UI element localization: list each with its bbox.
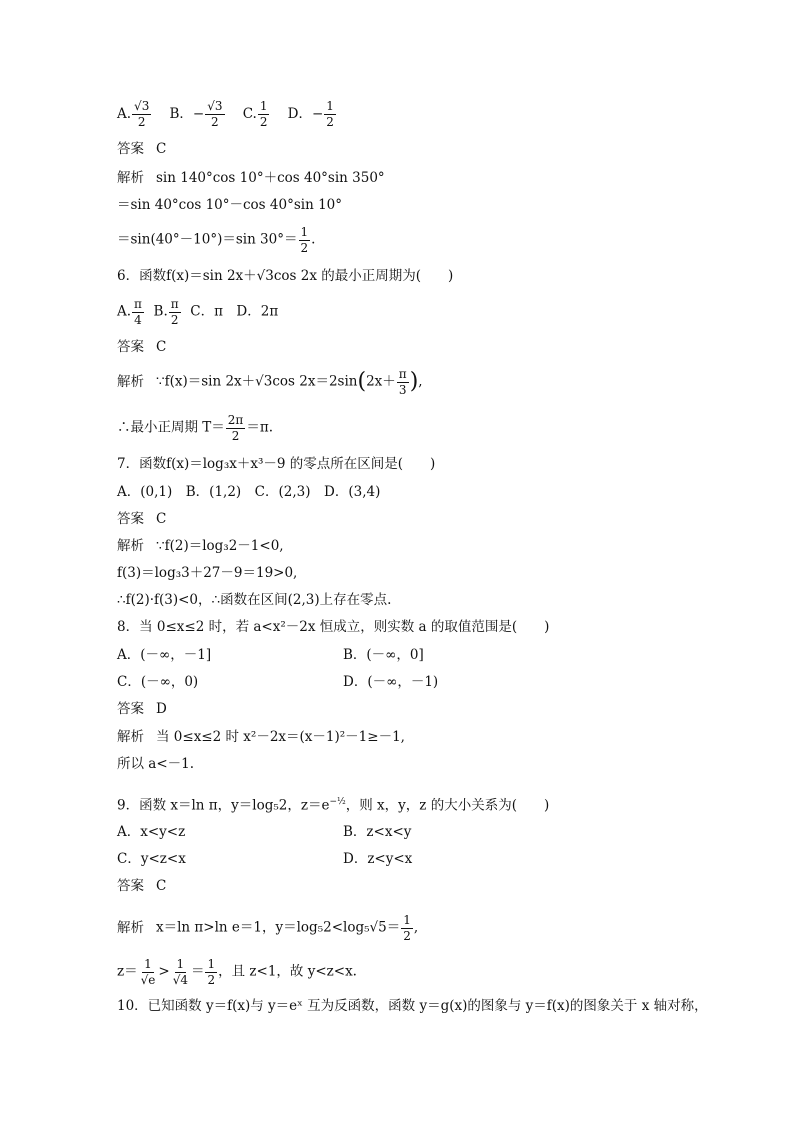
q7-options: A．(0,1) B．(1,2) C．(2,3) D．(3,4) [117, 484, 381, 500]
q5-option-d: D．− $\frac{1}{2}$ [287, 99, 334, 129]
q6-analysis-line1: 解析 ∵f(x)＝sin 2x＋√3cos 2x＝2sin(2x＋ $\frac{\pi}{3}$ ), [117, 367, 423, 397]
q8-analysis-line2: 所以 a<－1. [117, 756, 195, 772]
q8-stem: 8．当 0≤x≤2 时，若 a<x²－2x 恒成立，则实数 a 的取值范围是( ) [117, 619, 550, 635]
q5-option-b: B．− $\frac{√3}{2}$ [169, 99, 223, 129]
q6-options: A. $\frac{\pi}{4}$ B. $\frac{\pi}{2}$ C．π D．2π [117, 297, 279, 327]
q5-answer: 答案 C [117, 141, 167, 157]
q9-option-a: A．x<y<z [117, 824, 186, 840]
q9-answer: 答案 C [117, 878, 167, 894]
q6-stem: 6．函数f(x)＝sin 2x＋√3cos 2x 的最小正周期为( ) [117, 268, 454, 284]
q5-option-a: A. $\frac{√3}{2}$ [117, 99, 150, 129]
q6-answer: 答案 C [117, 339, 167, 355]
q7-stem: 7．函数f(x)＝log₃x＋x³－9 的零点所在区间是( ) [117, 456, 436, 472]
q10-stem: 10．已知函数 y＝f(x)与 y＝eˣ 互为反函数，函数 y＝g(x)的图象与 y＝f(x)的图象关于 x 轴对称， [117, 998, 708, 1014]
q8-analysis-line1: 解析 当 0≤x≤2 时 x²－2x＝(x－1)²－1≥－1, [117, 729, 405, 745]
q9-option-c: C．y<z<x [117, 851, 186, 867]
q6-analysis-line2: ∴最小正周期 T＝ $\frac{2\pi}{2}$ ＝π. [117, 413, 273, 443]
q5-option-c: C. $\frac{1}{2}$ [242, 99, 268, 129]
q9-option-b: B．z<x<y [343, 824, 412, 840]
q8-option-d: D．(－∞，－1) [343, 674, 439, 690]
q7-analysis-line1: 解析 ∵f(2)＝log₃2－1<0, [117, 538, 284, 554]
q7-analysis-line2: f(3)＝log₃3＋27－9＝19>0, [117, 565, 298, 581]
q8-option-b: B．(－∞，0] [343, 647, 424, 663]
q5-analysis-step1: 解析 sin 140°cos 10°＋cos 40°sin 350° [117, 170, 385, 186]
q8-option-c: C．(－∞，0) [117, 674, 199, 690]
q7-answer: 答案 C [117, 511, 167, 527]
q9-analysis-line2: z＝ $\frac{1}{√e}$ > $\frac{1}{√4}$ ＝ $\frac{1}{2}$ ，且 z<1，故 y<z<x. [117, 957, 357, 987]
q8-answer: 答案 D [117, 701, 167, 717]
q8-option-a: A．(－∞，－1] [117, 647, 212, 663]
q5-options [117, 100, 337, 128]
q9-analysis-line1: 解析 x＝ln π>ln e＝1，y＝log₅2<log₅√5＝ $\frac{1}{2}$ , [117, 913, 419, 943]
q7-analysis-line3: ∴f(2)·f(3)<0，∴函数在区间(2,3)上存在零点. [117, 592, 392, 608]
q9-stem: 9．函数 x＝ln π，y＝log₅2，$z=e^{-\frac{1}{2}}$，则 x，y，z 的大小关系为( ) [117, 797, 550, 814]
q5-analysis-step3: ＝sin(40°－10°)＝sin 30°＝ $\frac{1}{2}$ . [117, 225, 316, 255]
q9-option-d: D．z<y<x [343, 851, 413, 867]
q5-analysis-step2: ＝sin 40°cos 10°－cos 40°sin 10° [117, 197, 342, 213]
